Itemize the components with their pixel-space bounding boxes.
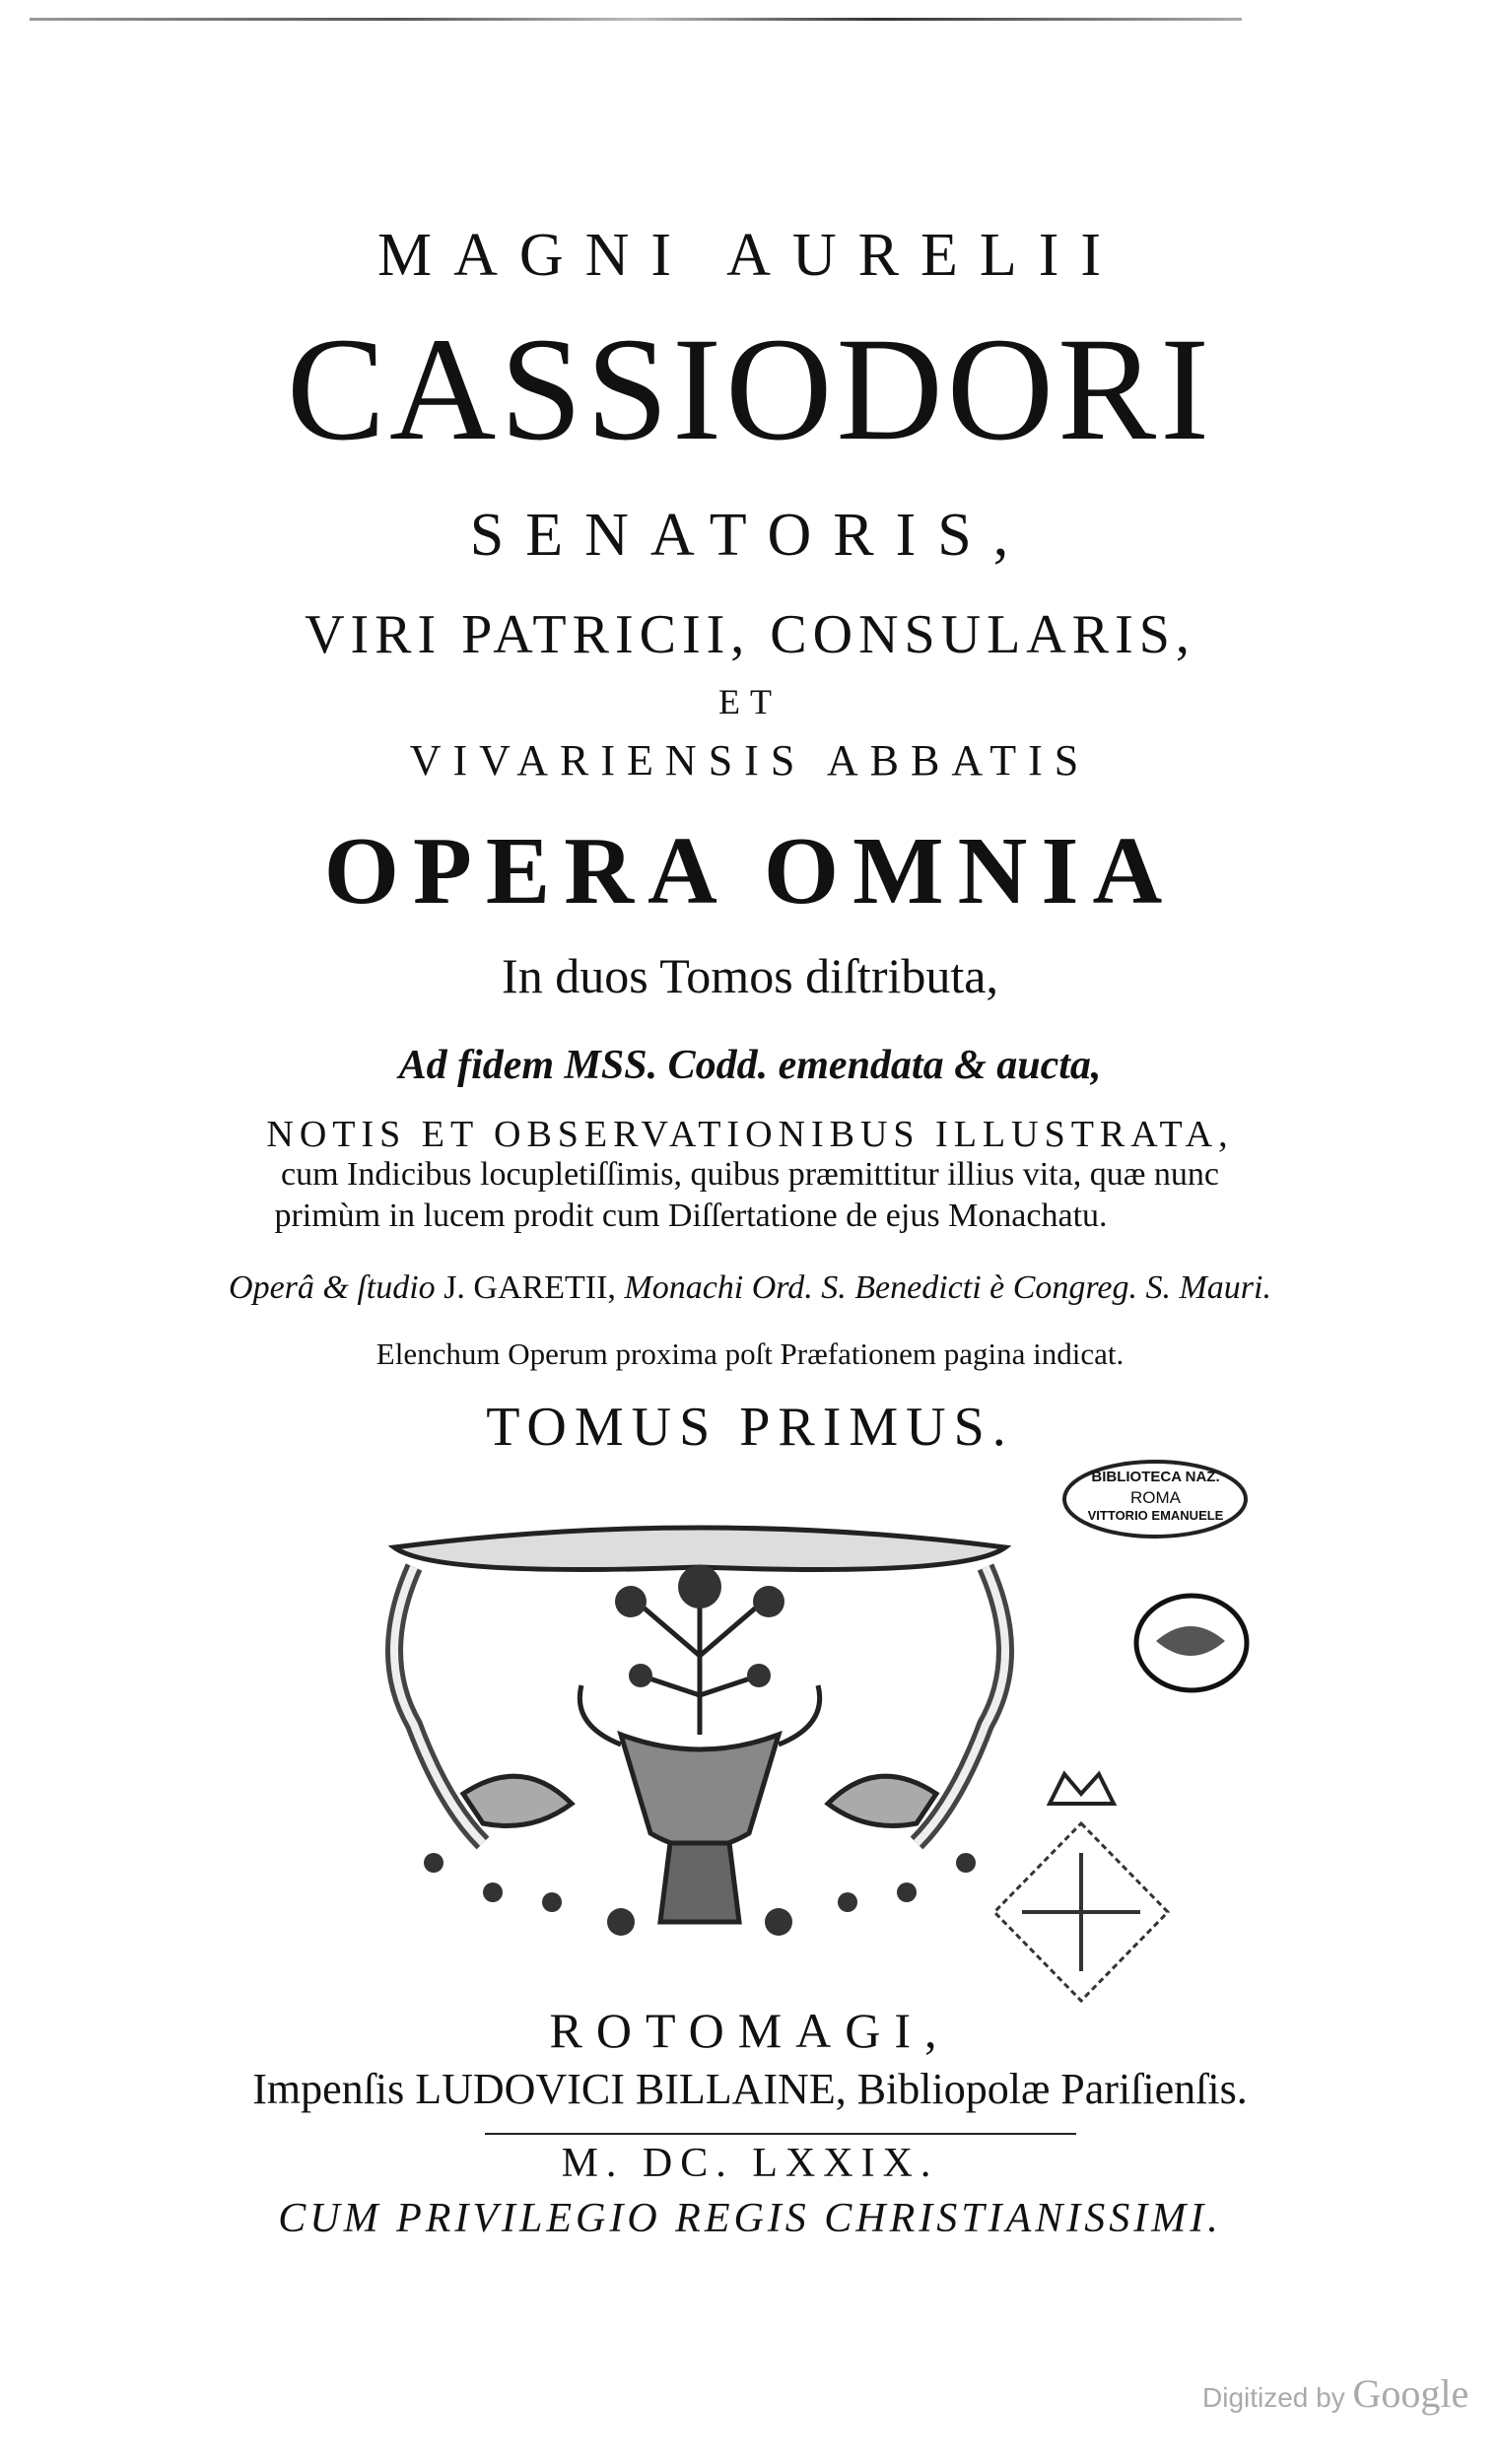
round-seal-icon — [1131, 1592, 1252, 1695]
subtitle-indicibus: cum Indicibus locupletiſſimis, quibus præmittitur illius vita, quæ nunc — [281, 1156, 1219, 1193]
title-vivariensis: VIVARIENSIS ABBATIS — [409, 736, 1091, 785]
subtitle-tomos: In duos Tomos diſtributa, — [502, 948, 998, 1003]
stamp-top-text: BIBLIOTECA NAZ. — [1091, 1469, 1220, 1485]
author-praenomen: MAGNI AURELII — [376, 222, 1124, 289]
privilege-line: CUM PRIVILEGIO REGIS CHRISTIANISSIMI. — [278, 2196, 1222, 2241]
google-logo: Google — [1352, 2371, 1469, 2416]
editor-line — [0, 1271, 1500, 1305]
title-viri: VIRI PATRICII, CONSULARIS, — [305, 604, 1195, 665]
volume-label: TOMUS PRIMUS. — [486, 1397, 1014, 1458]
stamp-bottom-text: VITTORIO EMANUELE — [1087, 1508, 1224, 1523]
title-senatoris: SENATORIS, — [469, 502, 1031, 569]
subtitle-primum: primùm in lucem prodit cum Diſſertatione de ejus Monachatu. — [274, 1198, 1108, 1234]
imprint-publisher: Impenſis LUDOVICI BILLAINE, Bibliopolæ Pariſienſis. — [252, 2065, 1248, 2113]
work-title: OPERA OMNIA — [323, 818, 1177, 924]
imprint-rule — [485, 2133, 1076, 2135]
page-edge-line — [30, 18, 1242, 21]
vase-ornament-illustration — [375, 1508, 1025, 1971]
watermark-prefix: Digitized by — [1202, 2382, 1345, 2413]
crown-cross-stamp-icon — [971, 1764, 1193, 2011]
digitization-watermark — [1202, 2370, 1468, 2417]
editor-name: J. GARETII, — [443, 1269, 616, 1306]
imprint-city: ROTOMAGI, — [549, 2003, 951, 2058]
editor-opera: Operâ & ſtudio — [229, 1269, 436, 1306]
title-et: ET — [718, 682, 782, 721]
elenchum-note: Elenchum Operum proxima poſt Præfationem pagina indicat. — [375, 1336, 1125, 1371]
stamp-middle-text: ROMA — [1130, 1488, 1181, 1507]
editor-order: Monachi Ord. S. Benedicti è Congreg. S. Mauri. — [624, 1269, 1271, 1306]
subtitle-notis: NOTIS ET OBSERVATIONIBUS ILLUSTRATA, — [266, 1114, 1234, 1155]
library-stamp — [1059, 1457, 1252, 1541]
subtitle-fidem: Ad fidem MSS. Codd. emendata & aucta, — [398, 1043, 1102, 1088]
imprint-year: M. DC. LXXIX. — [561, 2141, 939, 2186]
author-name: CASSIODORI — [286, 308, 1214, 471]
